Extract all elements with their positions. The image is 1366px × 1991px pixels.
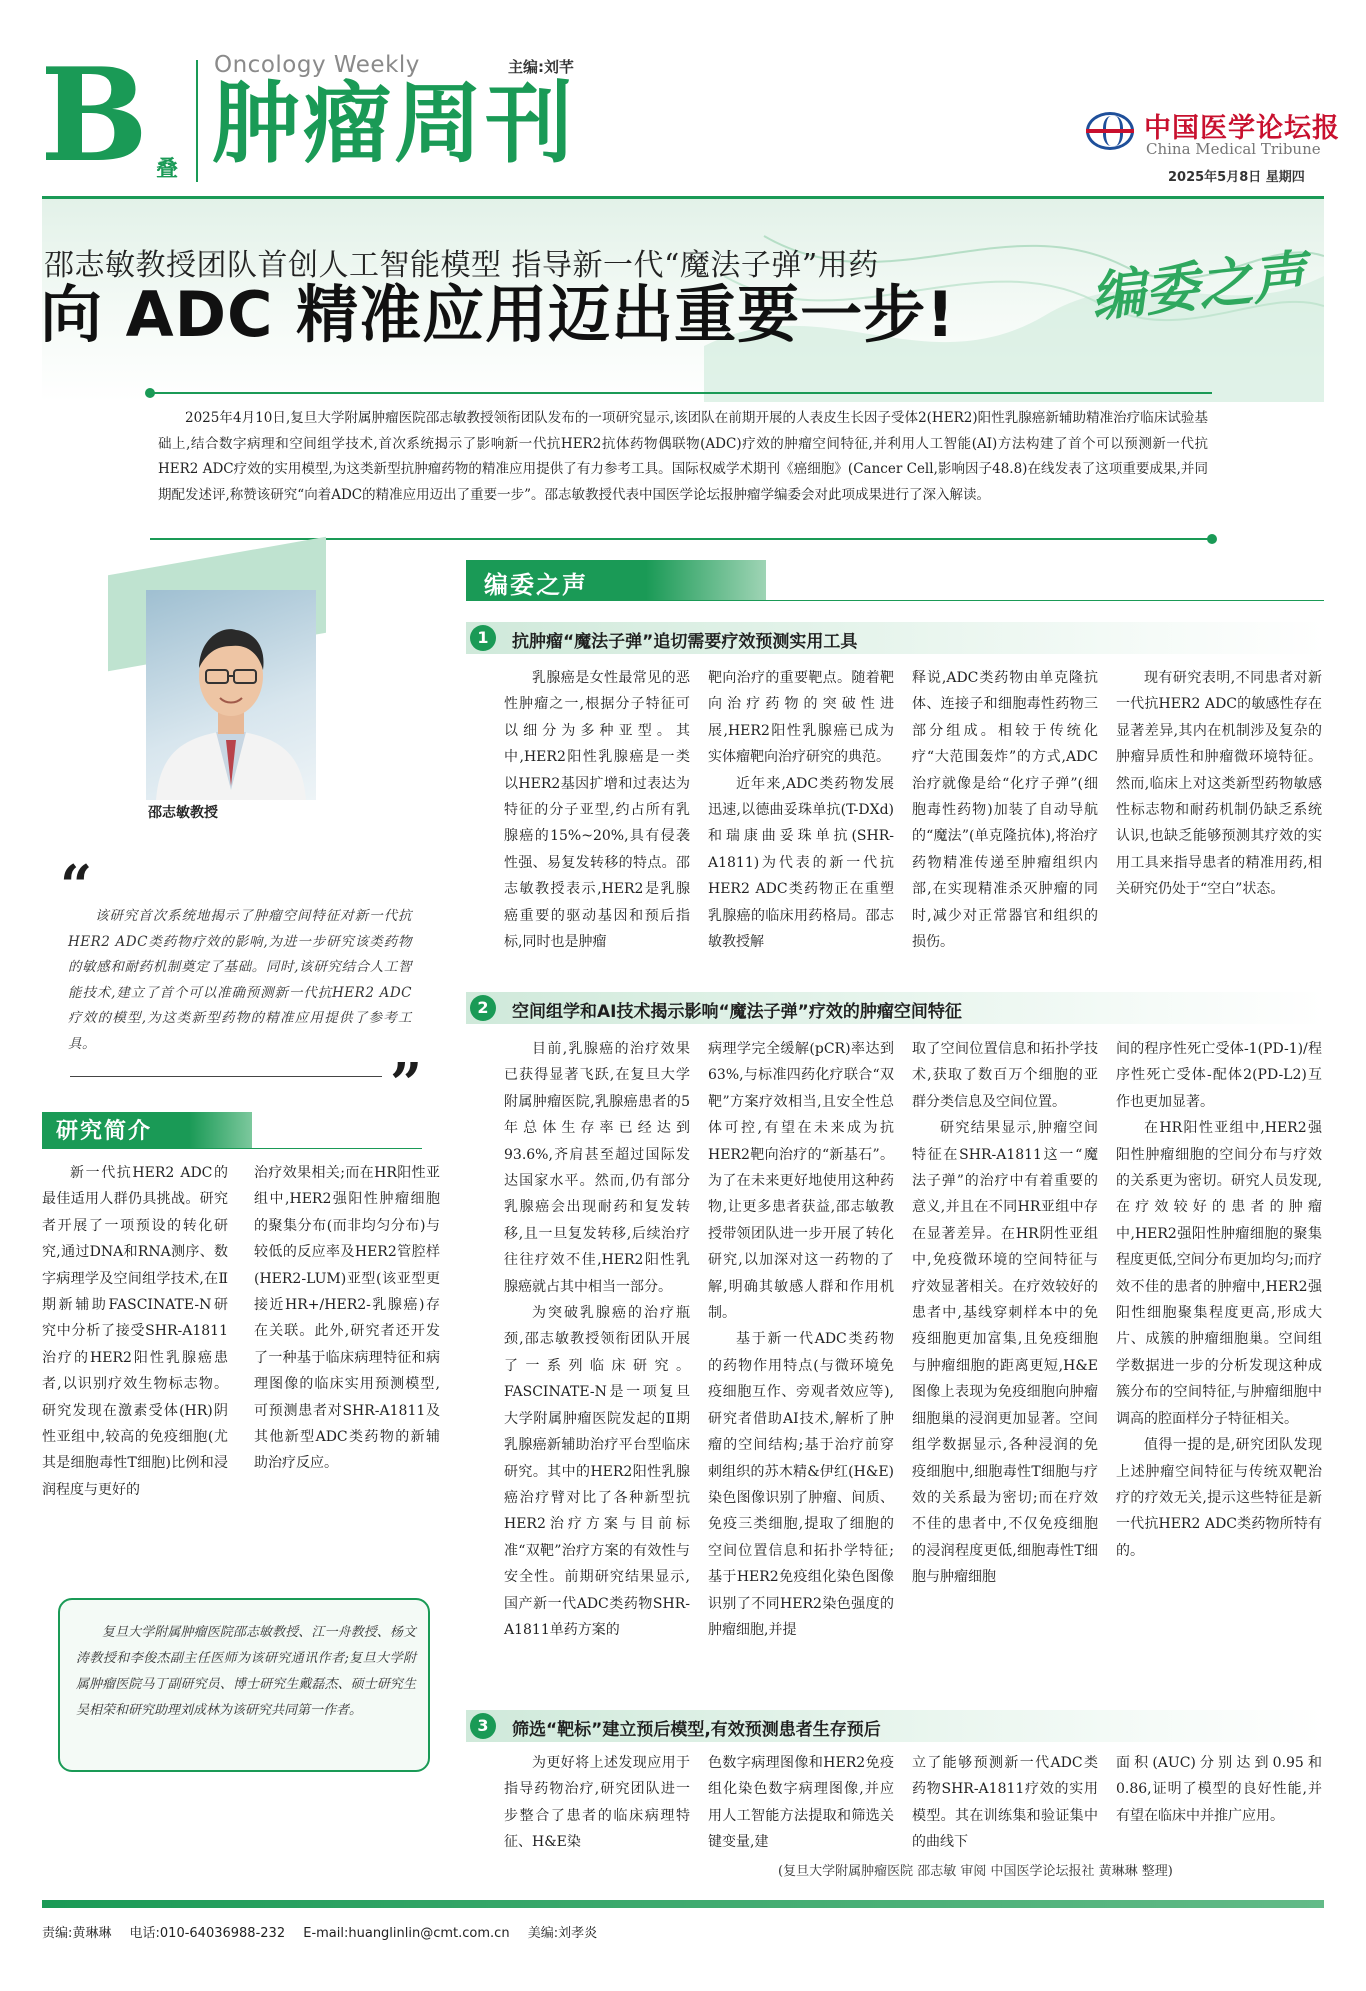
- sub2-text: 基于新一代ADC类药物的药物作用特点(与微环境免疫细胞互作、旁观者效应等),研究者借助AI技术,解析了肿瘤的空间结构;基于治疗前穿刺组织的苏木精&伊红(H&E)染色图像识别了肿瘤、间质、免疫三类细胞,提取了细胞的空间位置信息和拓扑学特征;基于HER2免疫组化染色图像识别了不同HER2染色强度的肿瘤细胞,并提: [708, 1331, 894, 1638]
- headline-kicker: 邵志敏教授团队首创人工智能模型 指导新一代“魔法子弹”用药: [44, 248, 879, 283]
- sub1-text: 乳腺癌是女性最常见的恶性肿瘤之一,根据分子特征可以细分为多种亚型。其中,HER2阳性乳腺癌是一类以HER2基因扩增和过表达为特征的分子亚型,约占所有乳腺癌的15%~20%,具有侵袭性强、易复发转移的特点。邵志敏教授表示,HER2是乳腺癌重要的驱动基因和预后指标,同时也是肿瘤: [504, 670, 690, 951]
- sub3-text: 面积(AUC)分别达到0.95和0.86,证明了模型的良好性能,并有望在临床中并推广应用。: [1116, 1755, 1322, 1824]
- sub3-column-4: [1116, 1750, 1322, 1829]
- section-tab-label: 编委之声: [484, 571, 588, 599]
- sub2-column-4: [1116, 1036, 1322, 1564]
- column-tag-calligraphy: 编委之声: [1087, 242, 1310, 330]
- subsection-number: 3: [470, 1713, 496, 1739]
- lead-paragraph: 2025年4月10日,复旦大学附属肿瘤医院邵志敏教授领衔团队发布的一项研究显示,该团队在前期开展的人表皮生长因子受体2(HER2)阳性乳腺癌新辅助精准治疗临床试验基础上,结合数字病理和空间组学技术,首次系统揭示了影响新一代抗HER2抗体药物偶联物(ADC)疗效的肿瘤空间特征,并利用人工智能(AI)方法构建了首个可以预测新一代抗HER2 ADC疗效的实用模型,为这类新型抗肿瘤药物的精准应用提供了有力参考工具。国际权威学术期刊《癌细胞》(Cancer Cell,影响因子48.8)在线发表了这项重要成果,并同期配发述评,称赞该研究“向着ADC的精准应用迈出了重要一步”。邵志敏教授代表中国医学论坛报肿瘤学编委会对此项成果进行了深入解读。: [158, 410, 1208, 503]
- subsection-title: 抗肿瘤“魔法子弹”追切需要疗效预测实用工具: [512, 632, 858, 652]
- intro-text: 新一代抗HER2 ADC的最佳适用人群仍具挑战。研究者开展了一项预设的转化研究,通过DNA和RNA测序、数字病理学及空间组学技术,在Ⅱ期新辅助FASCINATE-N研究中分析了接受SHR-A1811治疗的HER2阳性乳腺癌患者,以识别疗效生物标志物。研究发现在激素受体(HR)阴性亚组中,较高的免疫细胞(尤其是细胞毒性T细胞)比例和浸润程度与更好的: [42, 1165, 228, 1498]
- globe-logo-icon: [1086, 112, 1134, 150]
- sub2-text: 病理学完全缓解(pCR)率达到63%,与标准四药化疗联合“双靶”方案疗效相当,且安全性总体可控,有望在未来成为抗HER2靶向治疗的“新基石”。为了在未来更好地使用这种药物,让更多患者获益,邵志敏教授带领团队进一步开展了转化研究,以加深对这一药物的了解,明确其敏感人群和作用机制。: [708, 1041, 894, 1322]
- subsection-number: 2: [470, 995, 496, 1021]
- subsection-title: 筛选“靶标”建立预后模型,有效预测患者生存预后: [512, 1720, 881, 1740]
- sub2-text: 目前,乳腺癌的治疗效果已获得显著飞跃,在复旦大学附属肿瘤医院,乳腺癌患者的5年总体生存率已经达到93.6%,齐肩甚至超过国际发达国家水平。然而,仍有部分乳腺癌会出现耐药和复发转移,且一旦复发转移,后续治疗往往疗效不佳,HER2阳性乳腺癌就占其中相当一部分。: [504, 1041, 690, 1295]
- sub2-column-2: [708, 1036, 894, 1643]
- sub1-column-1: [504, 665, 690, 955]
- person-icon: [146, 590, 316, 800]
- authors-note: 复旦大学附属肿瘤医院邵志敏教授、江一舟教授、杨文涛教授和李俊杰副主任医师为该研究通讯作者;复旦大学附属肿瘤医院马丁副研究员、博士研究生戴磊杰、硕士研究生吴相荣和研究助理刘成林为该研究共同第一作者。: [76, 1625, 416, 1718]
- sub2-text: 为突破乳腺癌的治疗瓶颈,邵志敏教授领衔团队开展了一系列临床研究。FASCINATE-N是一项复旦大学附属肿瘤医院发起的Ⅱ期乳腺癌新辅助治疗平台型临床研究。其中的HER2阳性乳腺癌治疗臂对比了各种新型抗HER2治疗方案与目前标准“双靶”治疗方案的有效性与安全性。前期研究结果显示,国产新一代ADC类药物SHR-A1811单药方案的: [504, 1305, 690, 1638]
- quote-close-icon: ”: [390, 1051, 423, 1117]
- bottom-bar: [42, 1900, 1324, 1908]
- footer: [42, 1922, 611, 1941]
- band-top-rule: [42, 196, 1324, 199]
- footer-designer: 美编:刘孝炎: [527, 1926, 598, 1941]
- lead-rule-top: [150, 392, 1212, 394]
- intro-column-1: [42, 1160, 228, 1503]
- sub3-column-3: [912, 1750, 1098, 1856]
- sub1-column-4: [1116, 665, 1322, 903]
- portrait-caption: 邵志敏教授: [148, 805, 218, 821]
- sub3-column-1: [504, 1750, 690, 1856]
- section-letter: B: [40, 41, 149, 191]
- headline-title: 向 ADC 精准应用迈出重要一步!: [40, 278, 956, 351]
- sub2-text: 间的程序性死亡受体-1(PD-1)/程序性死亡受体-配体2(PD-L2)互作也更加显著。: [1116, 1041, 1322, 1110]
- footer-email: E-mail:huanglinlin@cmt.com.cn: [303, 1926, 510, 1941]
- sub2-text: 在HR阳性亚组中,HER2强阳性肿瘤细胞的空间分布与疗效的关系更为密切。研究人员发现,在疗效较好的患者的肿瘤中,HER2强阳性肿瘤细胞的聚集程度更低,空间分布更加均匀;而疗效不佳的患者的肿瘤中,HER2强阳性细胞聚集程度更高,形成大片、成簇的肿瘤细胞巢。空间组学数据进一步的分析发现这种成簇分布的空间特征,与肿瘤细胞中调高的腔面样分子特征相关。: [1116, 1120, 1322, 1427]
- intro-text: 治疗效果相关;而在HR阳性亚组中,HER2强阳性肿瘤细胞的聚集分布(而非均匀分布)与较低的反应率及HER2管腔样(HER2-LUM)亚型(该亚型更接近HR+/HER2-乳腺癌)存在关联。此外,研究者还开发了一种基于临床病理特征和病理图像的临床实用预测模型,可预测患者对SHR-A1811及其他新型ADC类药物的新辅助治疗反应。: [254, 1165, 440, 1472]
- sub1-text: 释说,ADC类药物由单克隆抗体、连接子和细胞毒性药物三部分组成。相较于传统化疗“大范围轰炸”的方式,ADC治疗就像是给“化疗子弹”(细胞毒性药物)加装了自动导航的“魔法”(单克隆抗体),将治疗药物精准传递至肿瘤组织内部,在实现精准杀灭肿瘤的同时,减少对正常器官和组织的损伤。: [912, 670, 1098, 951]
- sub2-text: 取了空间位置信息和拓扑学技术,获取了数百万个细胞的亚群分类信息及空间位置。: [912, 1041, 1098, 1110]
- section-sub: 叠: [156, 157, 179, 182]
- footer-phone: 电话:010-64036988-232: [129, 1926, 286, 1941]
- publication-date: 2025年5月8日 星期四: [1168, 170, 1305, 185]
- source-credit: (复旦大学附属肿瘤医院 邵志敏 审阅 中国医学论坛报社 黄琳琳 整理): [778, 1864, 1173, 1879]
- sub1-column-3: [912, 665, 1098, 955]
- paper-name-cn: 中国医学论坛报: [1144, 113, 1340, 144]
- sub2-column-1: [504, 1036, 690, 1643]
- intro-heading-rule: [42, 1148, 422, 1149]
- subsection-number: 1: [470, 625, 496, 651]
- sub3-column-2: [708, 1750, 894, 1856]
- lead-rule-dot: [145, 388, 155, 398]
- sub2-text: 研究结果显示,肿瘤空间特征在SHR-A1811这一“魔法子弹”的治疗中有着重要的意义,并且在不同HR亚组中存在显著差异。在HR阴性亚组中,免疫微环境的空间特征与疗效显著相关。在疗效较好的患者中,基线穿刺样本中的免疫细胞更加富集,且免疫细胞与肿瘤细胞的距离更短,H&E图像上表现为免疫细胞向肿瘤细胞巢的浸润更加显著。空间组学数据显示,各种浸润的免疫细胞中,细胞毒性T细胞与疗效的关系最为密切;而在疗效不佳的患者中,不仅免疫细胞的浸润程度更低,细胞毒性T细胞与肿瘤细胞: [912, 1120, 1098, 1586]
- sub3-text: 立了能够预测新一代ADC类药物SHR-A1811疗效的实用模型。其在训练集和验证集中的曲线下: [912, 1755, 1098, 1851]
- subsection-title: 空间组学和AI技术揭示影响“魔法子弹”疗效的肿瘤空间特征: [512, 1002, 962, 1022]
- quote-rule: [70, 1076, 382, 1077]
- sub3-text: 色数字病理图像和HER2免疫组化染色数字病理图像,并应用人工智能方法提取和筛选关键变量,建: [708, 1755, 894, 1851]
- sub1-text: 近年来,ADC类药物发展迅速,以德曲妥珠单抗(T-DXd)和瑞康曲妥珠单抗(SHR-A1811)为代表的新一代抗HER2 ADC类药物正在重塑乳腺癌的临床用药格局。邵志敏教授解: [708, 775, 894, 951]
- pull-quote: 该研究首次系统地揭示了肿瘤空间特征对新一代抗HER2 ADC类药物疗效的影响,为进一步研究该类药物的敏感和耐药机制奠定了基础。同时,该研究结合人工智能技术,建立了首个可以准确预测新一代抗HER2 ADC疗效的模型,为这类新型药物的精准应用提供了参考工具。: [68, 908, 412, 1052]
- sub2-column-3: [912, 1036, 1098, 1591]
- portrait-photo: [146, 590, 316, 800]
- section-tab-rule: [466, 600, 1324, 601]
- weekly-title-en: Oncology Weekly: [214, 52, 420, 78]
- sub3-text: 为更好将上述发现应用于指导药物治疗,研究团队进一步整合了患者的临床病理特征、H&E染: [504, 1755, 690, 1851]
- chief-editor: 主编:刘芊: [508, 58, 574, 76]
- sub2-text: 值得一提的是,研究团队发现上述肿瘤空间特征与传统双靶治疗的疗效无关,提示这些特征是新一代抗HER2 ADC类药物所特有的。: [1116, 1437, 1322, 1559]
- intro-heading: 研究简介: [56, 1119, 153, 1144]
- intro-column-2: [254, 1160, 440, 1477]
- masthead-divider: [196, 60, 198, 182]
- footer-editor: 责编:黄琳琳: [42, 1926, 112, 1941]
- sub1-column-2: [708, 665, 894, 955]
- sub1-text: 现有研究表明,不同患者对新一代抗HER2 ADC的敏感性存在显著差异,其内在机制涉及复杂的肿瘤异质性和肿瘤微环境特征。然而,临床上对这类新型药物敏感性标志物和耐药机制仍缺乏系统认识,也缺乏能够预测其疗效的实用工具来指导患者的精准用药,相关研究仍处于“空白”状态。: [1116, 670, 1322, 898]
- sub1-text: 靶向治疗的重要靶点。随着靶向治疗药物的突破性进展,HER2阳性乳腺癌已成为实体瘤靶向治疗研究的典范。: [708, 670, 894, 766]
- quote-open-icon: “: [60, 853, 93, 919]
- masthead: [0, 0, 1366, 196]
- lead-rule-dot: [1207, 534, 1217, 544]
- weekly-title-cn: 肿瘤周刊: [212, 72, 577, 175]
- paper-name-en: China Medical Tribune: [1146, 140, 1321, 158]
